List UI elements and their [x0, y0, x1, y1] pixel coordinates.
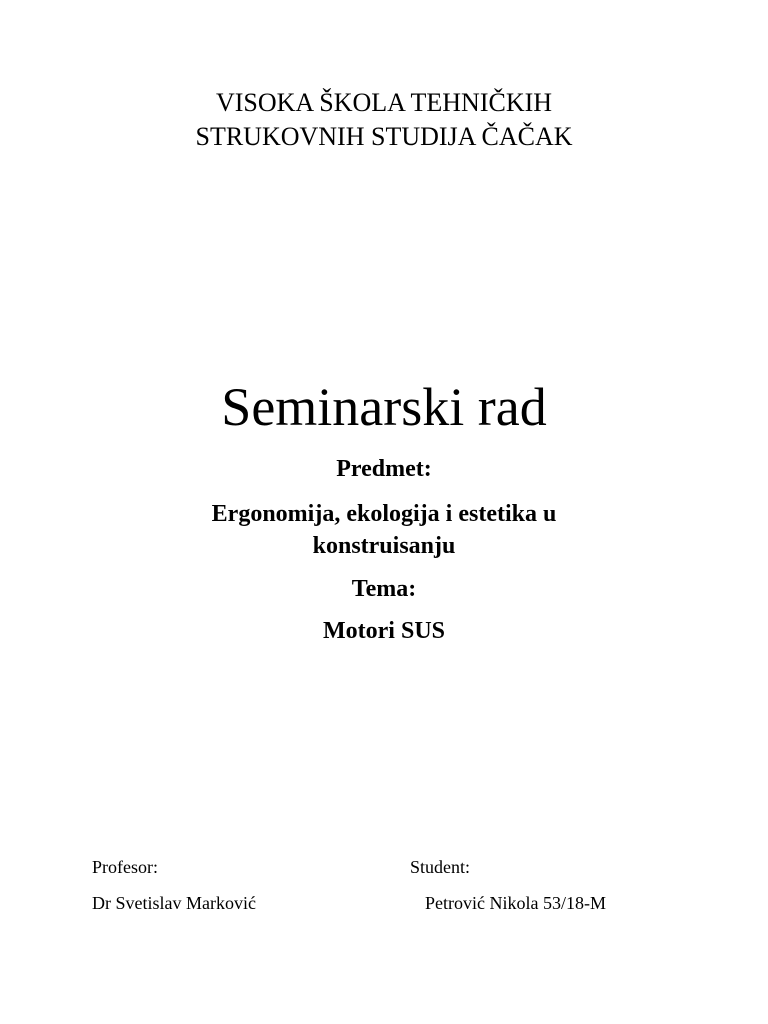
topic-value: Motori SUS	[323, 618, 445, 644]
document-title: Seminarski rad	[221, 377, 547, 437]
professor-name: Dr Svetislav Marković	[92, 893, 256, 913]
topic-label: Tema:	[351, 576, 417, 602]
subject-value: Ergonomija, ekologija i estetika u konstruisanju	[211, 501, 557, 559]
institution-name	[0, 86, 768, 154]
student-label: Student:	[410, 857, 471, 877]
institution-line-2: STRUKOVNIH STUDIJA ČAČAK	[195, 122, 573, 151]
institution-line-1: VISOKA ŠKOLA TEHNIČKIH	[215, 88, 553, 117]
student-name: Petrović Nikola 53/18-M	[425, 893, 606, 913]
subject-label: Predmet:	[336, 456, 432, 482]
professor-label: Profesor:	[92, 857, 158, 877]
